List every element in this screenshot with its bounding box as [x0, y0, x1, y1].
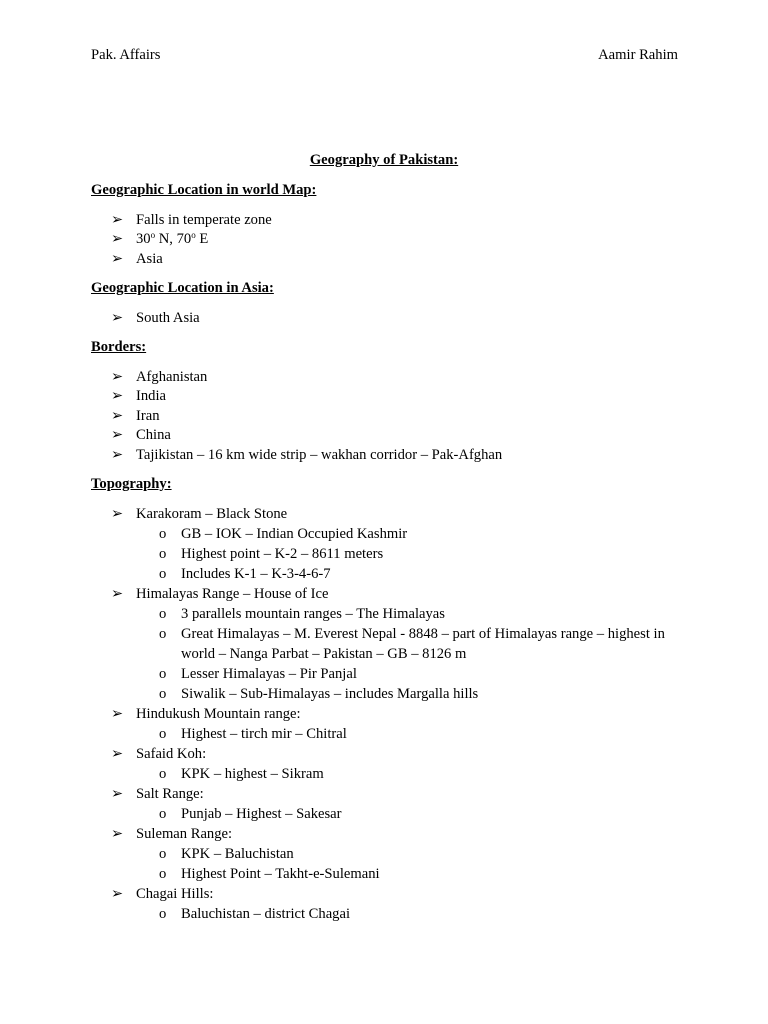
list-item-suleman-range: ➢ Suleman Range: o KPK – Baluchistan o Highest Point – Takht-e-Sulemani	[91, 825, 681, 885]
sub-list-item: o 3 parallels mountain ranges – The Himalayas	[136, 605, 681, 625]
arrow-bullet-icon: ➢	[111, 785, 124, 802]
list-item-safaid-koh: ➢ Safaid Koh: o KPK – highest – Sikram	[91, 745, 681, 785]
header-author: Aamir Rahim	[598, 47, 678, 63]
section-heading-asia: Geographic Location in Asia:	[91, 280, 274, 296]
circle-bullet-icon: o	[159, 805, 167, 822]
arrow-bullet-icon: ➢	[111, 446, 124, 463]
list-item-himalayas: ➢ Himalayas Range – House of Ice o 3 parallels mountain ranges – The Himalayas o Great Himalayas – M. Everest Nepal - 8848 – part of Himalayas range – highest in world – Nanga Parbat – Pakistan – GB – 8126 m o Lesser Himalayas – Pir Panjal o Siwalik – Sub-Himalayas – includes Margalla hills	[91, 585, 681, 704]
circle-bullet-icon: o	[159, 905, 167, 922]
sub-list	[136, 725, 681, 745]
circle-bullet-icon: o	[159, 865, 167, 882]
section-heading-borders: Borders:	[91, 339, 147, 355]
list-item: ➢ Asia	[91, 250, 681, 270]
sub-list-item: o Siwalik – Sub-Himalayas – includes Margalla hills	[136, 685, 681, 705]
circle-bullet-icon: o	[159, 665, 167, 682]
sub-list-item: o Highest point – K-2 – 8611 meters	[136, 545, 681, 565]
arrow-bullet-icon: ➢	[111, 407, 124, 424]
circle-bullet-icon: o	[159, 765, 167, 782]
circle-bullet-icon: o	[159, 845, 167, 862]
sub-list	[136, 905, 681, 925]
arrow-bullet-icon: ➢	[111, 211, 124, 228]
circle-bullet-icon: o	[159, 546, 167, 562]
sub-list-item: o Punjab – Highest – Sakesar	[136, 805, 681, 825]
section-heading-topography: Topography:	[91, 476, 172, 492]
circle-bullet-icon: o	[159, 566, 167, 582]
list-item-chagai-hills: ➢ Chagai Hills: o Baluchistan – district Chagai	[91, 885, 681, 925]
sub-list-item: o Baluchistan – district Chagai	[136, 905, 681, 925]
section-heading-world-map: Geographic Location in world Map:	[91, 182, 317, 198]
asia-list	[91, 309, 681, 329]
arrow-bullet-icon: ➢	[111, 388, 124, 404]
sub-list	[136, 805, 681, 825]
arrow-bullet-icon: ➢	[111, 705, 124, 722]
circle-bullet-icon: o	[159, 606, 167, 622]
header-subject: Pak. Affairs	[91, 47, 161, 63]
sub-list	[136, 525, 681, 585]
list-item: ➢ Tajikistan – 16 km wide strip – wakhan corridor – Pak-Afghan	[91, 446, 681, 466]
circle-bullet-icon: o	[159, 626, 167, 642]
sub-list-item: o KPK – Baluchistan	[136, 845, 681, 865]
arrow-bullet-icon: ➢	[111, 825, 124, 842]
circle-bullet-icon: o	[159, 725, 167, 742]
arrow-bullet-icon: ➢	[111, 368, 124, 385]
sub-list-item: o KPK – highest – Sikram	[136, 765, 681, 785]
arrow-bullet-icon: ➢	[111, 506, 124, 522]
longitude: 70	[176, 231, 192, 247]
sub-list-item: o GB – IOK – Indian Occupied Kashmir	[136, 525, 681, 545]
list-item-karakoram: ➢ Karakoram – Black Stone o GB – IOK – Indian Occupied Kashmir o Highest point – K-2 – 8611 meters o Includes K-1 – K-3-4-6-7	[91, 505, 681, 585]
sub-list	[136, 845, 681, 885]
sub-list-item: o Highest – tirch mir – Chitral	[136, 725, 681, 745]
list-item: ➢ Afghanistan	[91, 368, 681, 388]
document-title: Geography of Pakistan:	[309, 152, 459, 168]
list-item: ➢ South Asia	[91, 309, 681, 329]
topography-list	[91, 505, 681, 924]
sub-list-item: o Highest Point – Takht-e-Sulemani	[136, 865, 681, 885]
arrow-bullet-icon: ➢	[111, 885, 124, 902]
circle-bullet-icon: o	[159, 685, 167, 702]
sub-list-item: o Lesser Himalayas – Pir Panjal	[136, 665, 681, 685]
borders-list	[91, 368, 681, 466]
sub-list	[136, 605, 681, 704]
document-body	[91, 181, 681, 925]
degree-mark: o	[191, 230, 196, 240]
list-item-coordinates: ➢ 30$^o$ N, 70$^o$ E	[91, 230, 681, 250]
sub-list-item: o Great Himalayas – M. Everest Nepal - 8848 – part of Himalayas range – highest in world – Nanga Parbat – Pakistan – GB – 8126 m	[159, 626, 665, 662]
world-map-list	[91, 211, 681, 270]
arrow-bullet-icon: ➢	[111, 427, 124, 443]
arrow-bullet-icon: ➢	[111, 309, 124, 326]
circle-bullet-icon: o	[159, 526, 167, 542]
list-item: ➢ Falls in temperate zone	[91, 211, 681, 231]
list-item: ➢ Iran	[91, 407, 681, 427]
arrow-bullet-icon: ➢	[111, 231, 124, 247]
degree-mark: o	[150, 230, 156, 240]
list-item-salt-range: ➢ Salt Range: o Punjab – Highest – Sakesar	[91, 785, 681, 825]
list-item-hindukush: ➢ Hindukush Mountain range: o Highest – tirch mir – Chitral	[91, 705, 681, 745]
sub-list-item: o Includes K-1 – K-3-4-6-7	[136, 565, 681, 585]
arrow-bullet-icon: ➢	[111, 586, 124, 602]
list-item: ➢ China	[91, 426, 681, 446]
sub-list	[136, 765, 681, 785]
arrow-bullet-icon: ➢	[111, 250, 124, 267]
list-item: ➢ India	[91, 387, 681, 407]
arrow-bullet-icon: ➢	[111, 745, 124, 762]
latitude: 30	[136, 231, 151, 247]
